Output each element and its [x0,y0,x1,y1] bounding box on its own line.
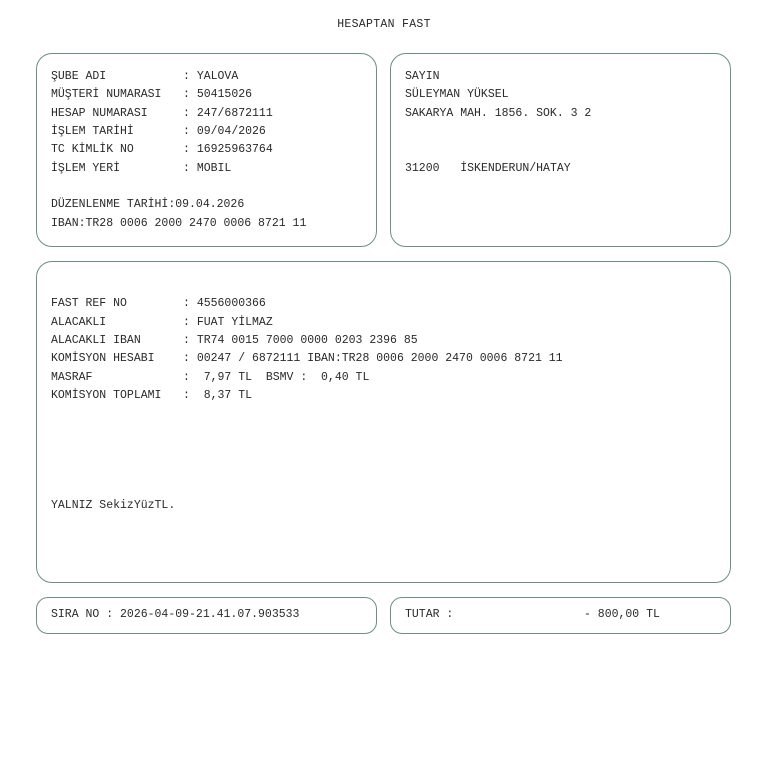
row-label: ŞUBE ADI [51,70,107,83]
transfer-row-commission-account: KOMİSYON HESABI : 00247 / 6872111 IBAN:TR28 0006 2000 2470 0006 8721 11 [51,352,563,365]
total-value: - 800,00 TL [584,608,660,621]
row-label: İŞLEM TARİHİ [51,125,134,138]
row-label: KOMİSYON TOPLAMI [51,389,162,402]
row-label: KOMİSYON HESABI [51,352,155,365]
transfer-row-expense: MASRAF : 7,97 TL BSMV : 0,40 TL [51,371,370,384]
row-value: 00247 / 6872111 IBAN:TR28 0006 2000 2470 0006 8721 11 [196,352,563,365]
row-label: HESAP NUMARASI [51,107,148,120]
amount-in-words: YALNIZ SekizYüzTL. [51,499,176,512]
row-label: MASRAF [51,371,93,384]
account-row-customer-number: MÜŞTERİ NUMARASI : 50415026 [51,88,253,101]
iban-line: IBAN:TR28 0006 2000 2470 0006 8721 11 [51,217,307,230]
row-value: YALOVA [196,70,239,83]
postal-code: 31200 [405,162,440,175]
account-row-branch: ŞUBE ADI : YALOVA [51,70,239,83]
recipient-name: SÜLEYMAN YÜKSEL [405,88,509,101]
account-row-transaction-date: İŞLEM TARİHİ : 09/04/2026 [51,125,266,138]
sequence-number: SIRA NO : 2026-04-09-21.41.07.903533 [51,608,300,621]
account-row-transaction-place: İŞLEM YERİ : MOBIL [51,162,232,175]
row-label: FAST REF NO [51,297,127,310]
sequence-box [36,597,377,634]
row-value: MOBIL [196,162,232,175]
city: İSKENDERUN/HATAY [460,162,571,175]
row-value: 16925963764 [196,143,273,156]
transfer-row-creditor: ALACAKLI : FUAT YİLMAZ [51,316,273,329]
row-value: 8,37 TL [196,389,253,402]
issue-date-line: DÜZENLENME TARİHİ:09.04.2026 [51,198,245,211]
transfer-row-creditor-iban: ALACAKLI IBAN : TR74 0015 7000 0000 0203 2396 85 [51,334,418,347]
recipient-address-box [390,53,731,247]
transfer-row-commission-total: KOMİSYON TOPLAMI : 8,37 TL [51,389,253,402]
row-label: TC KİMLİK NO [51,143,134,156]
row-label: ALACAKLI IBAN [51,334,141,347]
total-box [390,597,731,634]
row-value: 09/04/2026 [196,125,266,138]
recipient-street: SAKARYA MAH. 1856. SOK. 3 2 [405,107,592,120]
account-row-account-number: HESAP NUMARASI : 247/6872111 [51,107,273,120]
row-value: 7,97 TL BSMV : 0,40 TL [196,371,370,384]
total-label: TUTAR : [405,608,454,621]
account-info-box [36,53,377,247]
row-value: FUAT YİLMAZ [196,316,273,329]
row-label: ALACAKLI [51,316,107,329]
document-title: HESAPTAN FAST [337,18,431,31]
row-value: 50415026 [196,88,253,101]
row-value: 4556000366 [196,297,266,310]
salutation: SAYIN [405,70,440,83]
row-value: TR74 0015 7000 0000 0203 2396 85 [196,334,418,347]
transfer-row-ref-no: FAST REF NO : 4556000366 [51,297,266,310]
account-row-tc-id: TC KİMLİK NO : 16925963764 [51,143,273,156]
recipient-city-line [405,162,571,176]
row-value: 247/6872111 [196,107,273,120]
row-label: İŞLEM YERİ [51,162,121,175]
transfer-details-box [36,261,731,583]
row-label: MÜŞTERİ NUMARASI [51,88,162,101]
